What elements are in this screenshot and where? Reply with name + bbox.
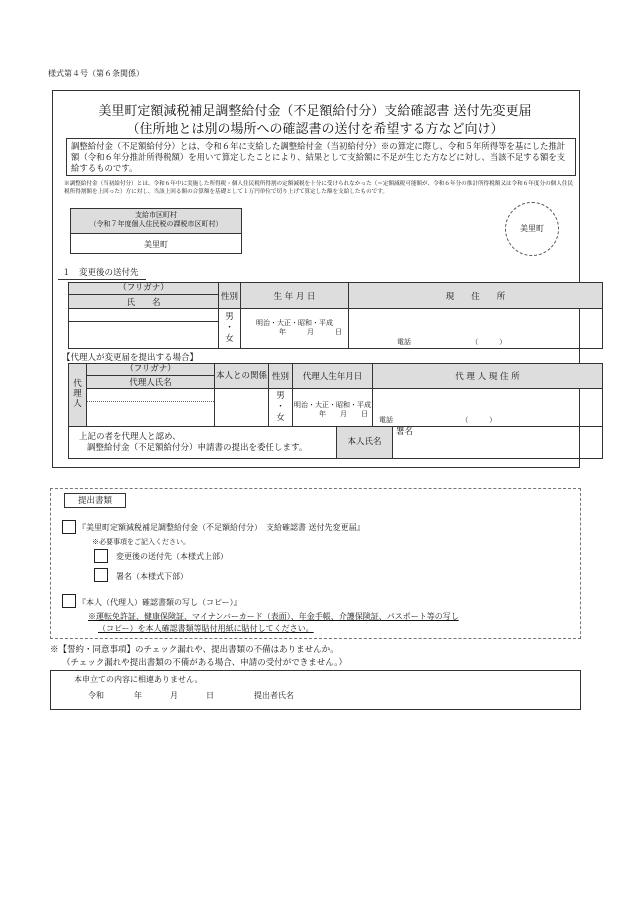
sub-signature: 署名（本様式下部） [116, 572, 188, 581]
date-month: 月 [170, 691, 178, 700]
relation-input[interactable] [215, 389, 269, 427]
signature-label: 署名 [396, 427, 414, 437]
municipality-box [70, 208, 242, 254]
agent-era-options: 明治・大正・昭和・平成 [294, 401, 371, 410]
agent-side-char1: 代 [73, 379, 82, 390]
municipality-value: 美里町 [144, 240, 168, 249]
delegation-line1: 上記の者を代理人と認め、 [79, 431, 181, 442]
form-number: 様式第４号（第６条関係） [48, 69, 144, 78]
confirmation-statement: 本申立ての内容に相違ありません。 [74, 675, 203, 684]
page-title: 美里町定額減税補足調整給付金（不足額給付分）支給確認書 送付先変更届 [98, 104, 532, 119]
birthdate-input[interactable] [241, 309, 349, 349]
delegation-line2: 調整給付金（不足額給付分）申請書の提出を委任します。 [87, 442, 308, 453]
gender-male: 男 [225, 311, 234, 322]
municipality-header [71, 209, 241, 234]
agent-table [68, 363, 603, 427]
agent-furigana-header: （フリガナ） [87, 364, 215, 376]
gender-dot: ・ [225, 323, 234, 334]
furigana-input[interactable] [69, 309, 219, 322]
birthdate-header: 生 年 月 日 [241, 283, 349, 309]
agent-birthdate-header: 代理人生年月日 [293, 364, 373, 389]
ymd-label: 年 月 日 [279, 327, 342, 336]
date-day: 日 [206, 691, 214, 700]
municipality-header-line1: 支給市区町村 [135, 211, 177, 219]
name-input[interactable] [69, 322, 219, 349]
submission-label: 提出書類 [64, 493, 126, 508]
agent-side-char3: 人 [73, 398, 82, 409]
agent-address-header: 代 理 人 現 住 所 [373, 364, 603, 389]
checkbox-change-form[interactable] [62, 520, 76, 534]
date-era: 令和 [88, 691, 104, 700]
warning-line2: （チェック漏れや提出書類の不備がある場合、申請の受付ができません。） [62, 658, 348, 668]
name-header: 氏 名 [69, 295, 219, 309]
new-address-table [68, 282, 603, 349]
principal-signature-field[interactable] [393, 427, 603, 459]
agent-section-label: 【代理人が変更届を提出する場合】 [62, 353, 199, 363]
phone-label: 電話 [397, 338, 411, 347]
warning-line1: ※【誓約・同意事項】のチェック漏れや、提出書類の不備はありませんか。 [50, 645, 339, 655]
agent-side-char2: 理 [73, 389, 82, 400]
id-copy-note1: ※運転免許証、健康保険証、マイナンバーカード（表面）、年金手帳、介護保険証、パスポート等の写し [88, 612, 459, 621]
page-subtitle: （住所地とは別の場所への確認書の送付を希望する方など向け） [126, 122, 504, 137]
agent-birthdate-input[interactable] [293, 389, 373, 427]
agent-name-header: 代理人氏名 [87, 376, 215, 389]
checkbox-signature[interactable] [94, 568, 108, 582]
item-id-copy: 『本人（代理人）確認書類の写し（コピー）』 [78, 598, 242, 607]
agent-name-input[interactable] [87, 389, 215, 427]
municipality-header-line2: （令和７年度個人住民税の課税市区町村） [89, 220, 223, 229]
agent-gender-dot: ・ [276, 402, 285, 413]
section-underline [58, 279, 146, 280]
phone-parens: （ ） [471, 338, 507, 347]
gender-select[interactable] [219, 309, 241, 349]
item-change-form-note: ※必要事項をご記入ください。 [92, 538, 190, 546]
id-copy-note2: （コピー）を本人確認書類等貼付用紙に貼付してください。 [98, 624, 314, 633]
era-options: 明治・大正・昭和・平成 [256, 319, 333, 328]
agent-phone-parens: （ ） [461, 416, 497, 425]
delegation-text [69, 427, 337, 459]
gender-header: 性別 [219, 283, 241, 309]
gender-female: 女 [225, 334, 234, 345]
municipality-seal: 美里町 [505, 202, 559, 256]
agent-side-label [69, 364, 87, 427]
description-box: 調整給付金（不足額給付分）とは、令和６年に支給した調整給付金（当初給付分）※の算定に際し、令和５年所得等を基にした推計額（令和６年分推計所得税額）を用いて算定したことにより、結果として支給額に不足が生じた方などに対し、当該不足する額を支給するものです。 [66, 138, 576, 176]
checkbox-new-address[interactable] [94, 549, 108, 563]
checkbox-id-copy[interactable] [62, 594, 76, 608]
date-year: 年 [134, 691, 142, 700]
relation-header: 本人との関係 [215, 364, 269, 389]
initial-payment-note: ※調整給付金（当初給付分）とは、令和６年中に実施した所得税・個人住民税所得割の定額減税を十分に受けられなかった（＝定額減税可能額が、令和６年分の推計所得税額又は令和６年度分の個人住民税所得割額を上回った）方に対し、当該上回る額の合算額を基礎として１万円単位で切り上げて算定した額を支給したものです。 [64, 181, 574, 195]
agent-address-input[interactable] [373, 389, 603, 427]
address-header: 現 住 所 [349, 283, 603, 309]
agent-gender-female: 女 [276, 413, 285, 424]
item-change-form: 『美里町定額減税補足調整給付金（不足額給付分） 支給確認書 送付先変更届』 [78, 523, 365, 532]
section-new-address-label: １ 変更後の送付先 [62, 268, 139, 278]
principal-name-label: 本人氏名 [337, 427, 393, 459]
agent-ymd-label: 年 月 日 [319, 409, 368, 418]
agent-gender-header: 性別 [269, 364, 293, 389]
submitter-name-label: 提出者氏名 [254, 691, 294, 700]
sub-new-address: 変更後の送付先（本様式上部） [116, 552, 228, 561]
agent-gender-select[interactable] [269, 389, 293, 427]
delegation-table [68, 426, 603, 459]
agent-phone-label: 電話 [379, 416, 393, 425]
address-input[interactable] [349, 309, 603, 349]
furigana-header: （フリガナ） [69, 283, 219, 295]
agent-gender-male: 男 [276, 390, 285, 401]
